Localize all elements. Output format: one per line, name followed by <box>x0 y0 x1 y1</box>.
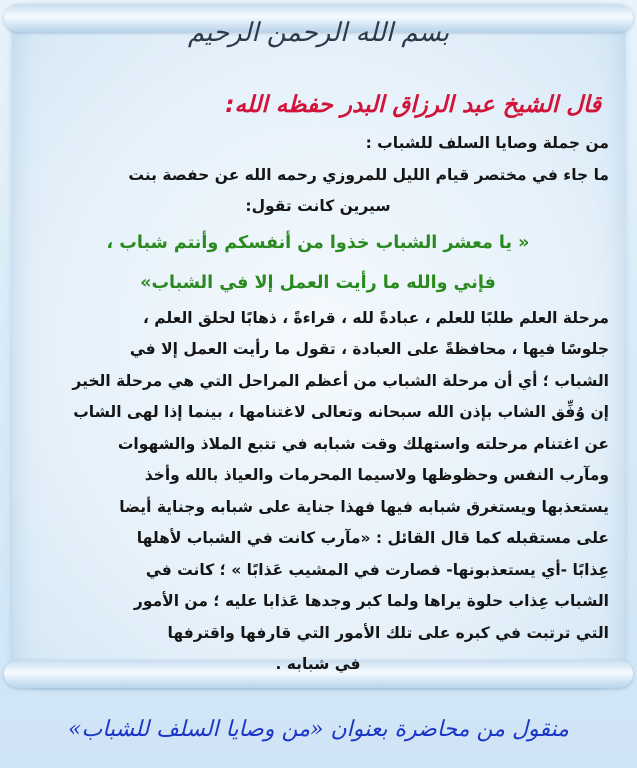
body-line: في شبابه . <box>275 655 361 673</box>
body-line: جلوسًا فيها ، محافظةً على العبادة ، تقول ما رأيت العمل إلا في <box>129 340 609 358</box>
body-line: على مستقبله كما قال القائل : «مآرب كانت في الشباب لأهلها <box>136 529 609 547</box>
body-line: ومآرب النفس وحظوظها ولاسيما المحرمات والعياذ بالله وأخذ <box>144 466 609 484</box>
body-line: عِذابًا -أي يستعذبونها- فصارت في المشيب عَذابًا » ؛ كانت في <box>145 560 609 579</box>
article-content <box>27 88 609 681</box>
body-line: إن وُفِّق الشاب بإذن الله سبحانه وتعالى لاغتنامها ، بينما إذا لهى الشاب <box>73 403 609 421</box>
body-line: الشباب ؛ أي أن مرحلة الشباب من أعظم المراحل التي هي مرحلة الخير <box>72 371 609 390</box>
body-line: الشباب عِذاب حلوة يراها ولما كبر وجدها عَذابا عليه ؛ من الأمور <box>133 592 609 610</box>
quote-line: فإني والله ما رأيت العمل إلا في الشباب» <box>140 272 496 293</box>
source-footer: منقول من محاضرة بعنوان «من وصايا السلف للشباب» <box>68 717 569 742</box>
basmala-calligraphy: بسم الله الرحمن الرحيم <box>187 18 450 48</box>
article-title: قال الشيخ عبد الرزاق البدر حفظه الله: <box>225 92 601 118</box>
body-line: يستعذبها ويستغرق شبابه فيها فهذا جناية على شبابه وجناية أيضا <box>119 497 609 516</box>
quote-line: « يا معشر الشباب خذوا من أنفسكم وأنتم شباب ، <box>106 232 530 253</box>
intro-line: من جملة وصايا السلف للشباب : <box>365 134 609 152</box>
intro-line: ما جاء في مختصر قيام الليل للمروزي رحمه الله عن حفصة بنت <box>128 165 609 184</box>
intro-line: سيرين كانت تقول: <box>245 197 391 215</box>
body-line: عن اغتنام مرحلته واستهلك وقت شبابه في تتبع الملاذ والشهوات <box>117 434 609 453</box>
body-line: مرحلة العلم طلبًا للعلم ، عبادةً لله ، قراءةً ، ذهابًا لحلق العلم ، <box>142 308 609 327</box>
body-line: التي ترتبت في كبره على تلك الأمور التي قارفها واقترفها <box>167 623 609 642</box>
